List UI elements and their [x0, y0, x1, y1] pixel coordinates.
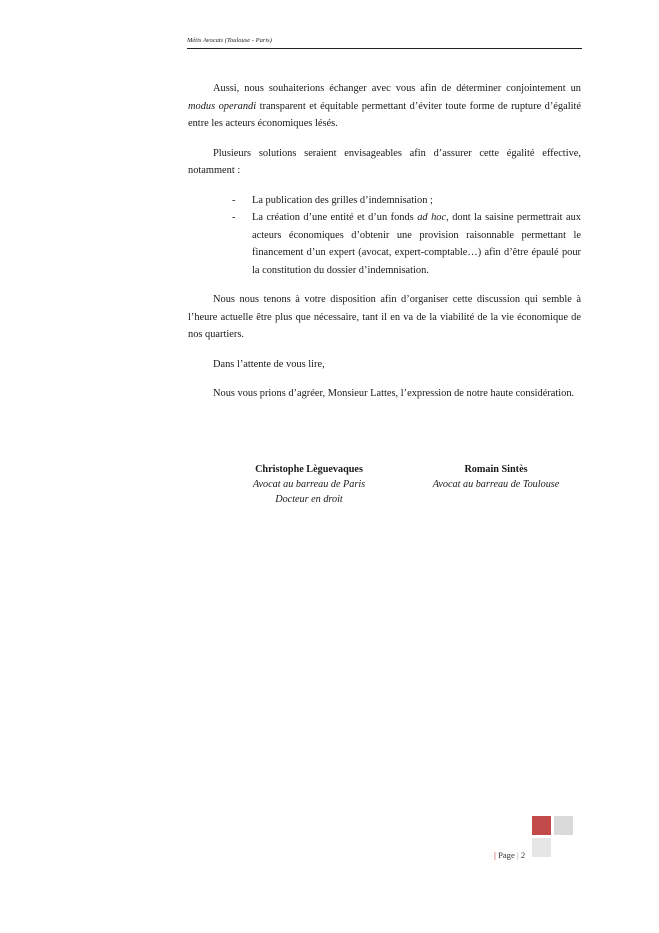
header-rule [187, 48, 582, 49]
signatory-title: Docteur en droit [275, 494, 343, 505]
paragraph-text: Aussi, nous souhaiterions échanger avec vous afin de déterminer conjointement un [213, 83, 581, 94]
letter-body [188, 80, 581, 415]
document-header: Métis Avocats (Toulouse - Paris) [187, 37, 272, 44]
square-gray [554, 816, 573, 835]
latin-term: modus operandi [188, 100, 257, 112]
signatory-title: Avocat au barreau de Paris [252, 479, 366, 490]
paragraph-text: transparent et équitable permettant d’éviter toute forme de rupture d’égalité entre les acteurs économiques lésés. [188, 100, 582, 129]
signatory-name: Romain Sintès [464, 464, 528, 475]
paragraph-solutions-intro: Plusieurs solutions seraient envisageables afin d’assurer cette égalité effective, notamment : [188, 147, 581, 176]
page-footer [494, 850, 574, 861]
list-item-text: , dont la saisine permettrait aux acteurs économiques d’obtenir une provision raisonnable permettant le financement d’un expert (avocat, expert-comptable…) afin d’être épaulé pour la constitution du dossier d’indemnisation. [252, 212, 581, 276]
list-item-text: La création d’une entité et d’un fonds [252, 212, 418, 223]
latin-term: ad hoc [417, 212, 447, 223]
signature-right [408, 462, 584, 492]
list-dash: - [232, 194, 236, 206]
paragraph-dialogue-proposal [188, 80, 581, 133]
solutions-list [188, 192, 581, 280]
list-dash: - [232, 212, 236, 223]
footer-separator: | [516, 850, 519, 860]
square-red [532, 816, 551, 835]
signature-left [200, 462, 418, 507]
signatory-title: Avocat au barreau de Toulouse [432, 479, 560, 490]
paragraph-closing-formula: Nous vous prions d’agréer, Monsieur Lattes, l’expression de notre haute considération. [213, 388, 575, 399]
page-number: 2 [520, 850, 526, 860]
paragraph-closing-wait: Dans l’attente de vous lire, [213, 358, 325, 370]
paragraph-availability: Nous nous tenons à votre disposition afin d’organiser cette discussion qui semble à l’heure actuelle être plus que nécessaire, tant il en va de la viabilité de la vie économique de nos quartiers. [188, 294, 581, 340]
list-item [188, 192, 581, 210]
list-item-text: La publication des grilles d’indemnisation ; [252, 194, 433, 206]
footer-page-label: Page [498, 850, 515, 860]
footer-accent-bar: | [494, 850, 496, 860]
signatory-name: Christophe Lèguevaques [255, 464, 363, 475]
list-item [188, 209, 581, 279]
